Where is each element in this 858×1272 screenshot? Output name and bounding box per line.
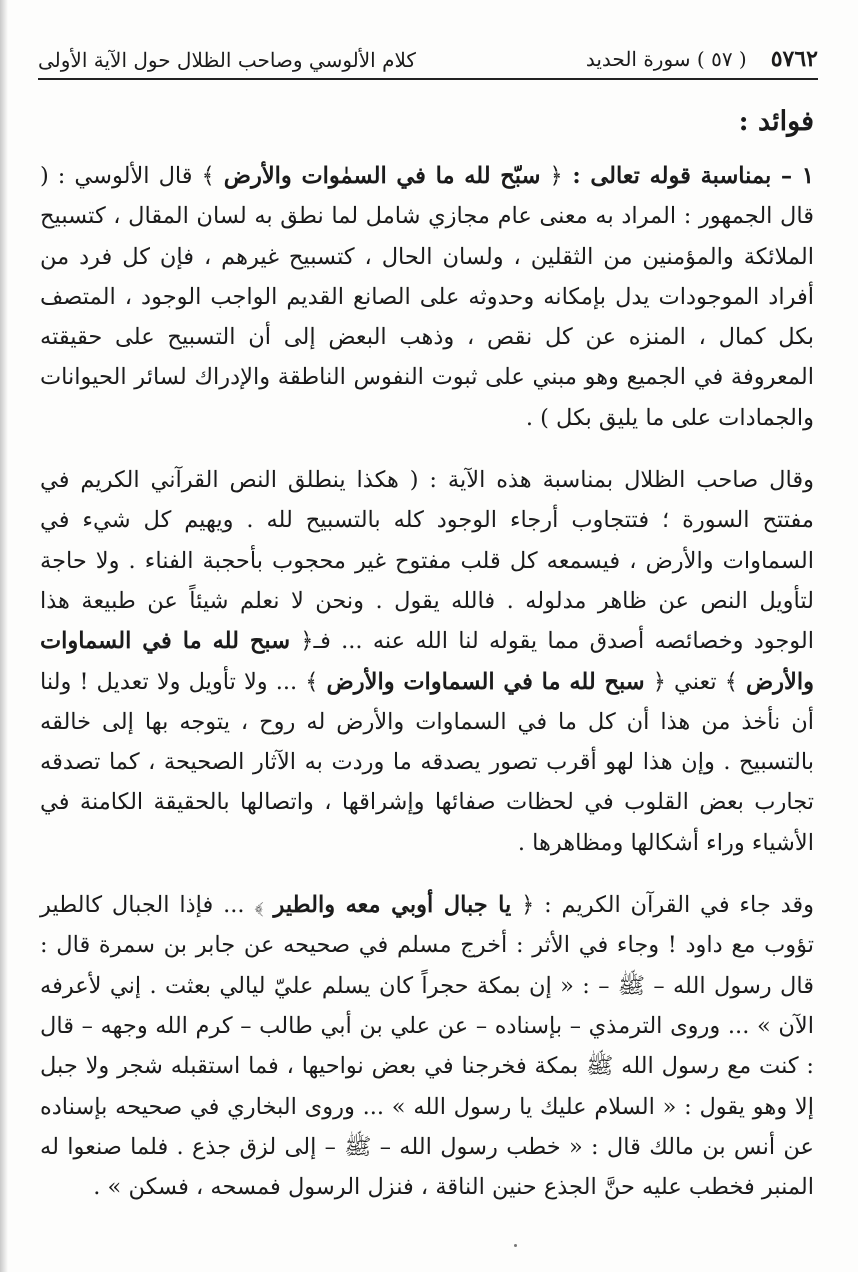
ayah-quote: سبح لله ما في السماوات والأرض [40,628,814,695]
paragraph-zilal [40,460,814,863]
paragraph-alusi [40,156,814,438]
paragraph-text: وقد جاء في القرآن الكريم : [534,892,815,919]
paragraph-hadith [40,885,814,1207]
paragraph-lead: ١ – بمناسبة قوله تعالى : [562,163,814,189]
running-title: كلام الألوسي وصاحب الظلال حول الآية الأولى [38,48,416,72]
section-title: فوائد : [738,106,814,137]
ayah-bracket-open: ﴿ [540,163,563,189]
ayah-bracket-open: ﴿ [511,892,535,919]
paragraph-text: قال الألوسي : ( قال الجمهور : المراد به معنى عام مجازي شامل لما نطق به لسان المقال ، كتسبيح الملائكة والمؤمنين من الثقلين ، ولسان الحال ، كتسبيح غيرهم ، فإن كل فرد من أفراد الموجودات يدل بإمكانه وحدوثه على الصانع القديم الواجب الوجود ، المتصف بكل كمال ، المنزه عن كل نقص ، وذهب البعض إلى أن التسبيح على حقيقته المعروفة في الجميع وهو مبني على ثبوت النفوس الناطقة والإدراك لسائر الحيوانات والجمادات على ما يليق بكل ) . [40,163,814,431]
page-body [40,100,814,1207]
ayah-bracket-close: ﴾ [201,163,224,189]
ayah-bracket-open: ﴿ [644,668,666,695]
ayah-bracket-close: ﴾ [305,668,327,695]
header-right-group [586,46,818,72]
ayah-bracket-open: ﴿ [290,628,314,655]
binding-shadow [0,0,8,1272]
ayah-quote: يا جبال أوبي معه والطير [273,892,512,919]
print-speck [514,1244,517,1247]
ayah-bracket-close: ﴾ [254,892,274,919]
ayah-quote: سبح لله ما في السماوات والأرض [326,668,645,695]
paragraph-text: ... فإذا الجبال كالطير تؤوب مع داود ! وجاء في الأثر : أخرج مسلم في صحيحه عن جابر بن سمرة قال : قال رسول الله – ﷺ – : « إن بمكة حجراً كان يسلم عليّ ليالي بعثت . إني لأعرفه الآن » ... وروى الترمذي – بإسناده – عن علي بن أبي طالب – كرم الله وجهه – قال : كنت مع رسول الله ﷺ بمكة فخرجنا في بعض نواحيها ، فما استقبله شجر ولا جبل إلا وهو يقول : « السلام عليك يا رسول الله » ... وروى البخاري في صحيحه بإسناده عن أنس بن مالك قال : « خطب رسول الله – ﷺ – إلى لزق جذع . فلما صنعوا له المنبر فخطب عليه حنَّ الجذع حنين الناقة ، فنزل الرسول فمسحه ، فسكن » . [40,892,814,1201]
surah-label: ( ٥٧ ) سورة الحديد [585,47,747,71]
ayah-bracket-close: ﴾ [724,668,746,695]
paragraph-text: ... ولا تأويل ولا تعديل ! ولنا أن نأخذ من هذا أن كل ما في السماوات والأرض له روح ، يتوجه بها إلى خالقه بالتسبيح . وإن هذا لهو أقرب تصور يصدقه ما وردت به الآثار الصحيحة ، كما تصدقه تجارب بعض القلوب في لحظات صفائها وإشراقها ، واتصالها بالحقيقة الكامنة في الأشياء وراء أشكالها ومظاهرها . [40,668,814,856]
paragraph-text: وقال صاحب الظلال بمناسبة هذه الآية : ( هكذا ينطلق النص القرآني الكريم في مفتتح السورة ؛ فتتجاوب أرجاء الوجود كله بالتسبيح لله . ويهيم كل شيء في السماوات والأرض ، فيسمعه كل قلب مفتوح غير محجوب بأحجبة الفناء . ولا حاجة لتأويل النص عن ظاهر مدلوله . فالله يقول . ونحن لا نعلم شيئاً عن طبيعة هذا الوجود وخصائصه أصدق مما يقوله لنا الله عنه ... فـ [40,467,814,655]
page-number: ٥٧٦٢ [770,46,818,72]
paragraph-text: تعني [665,668,725,695]
running-header [38,40,818,80]
ayah-quote: سبّح لله ما في السمٰوات والأرض [223,163,541,189]
